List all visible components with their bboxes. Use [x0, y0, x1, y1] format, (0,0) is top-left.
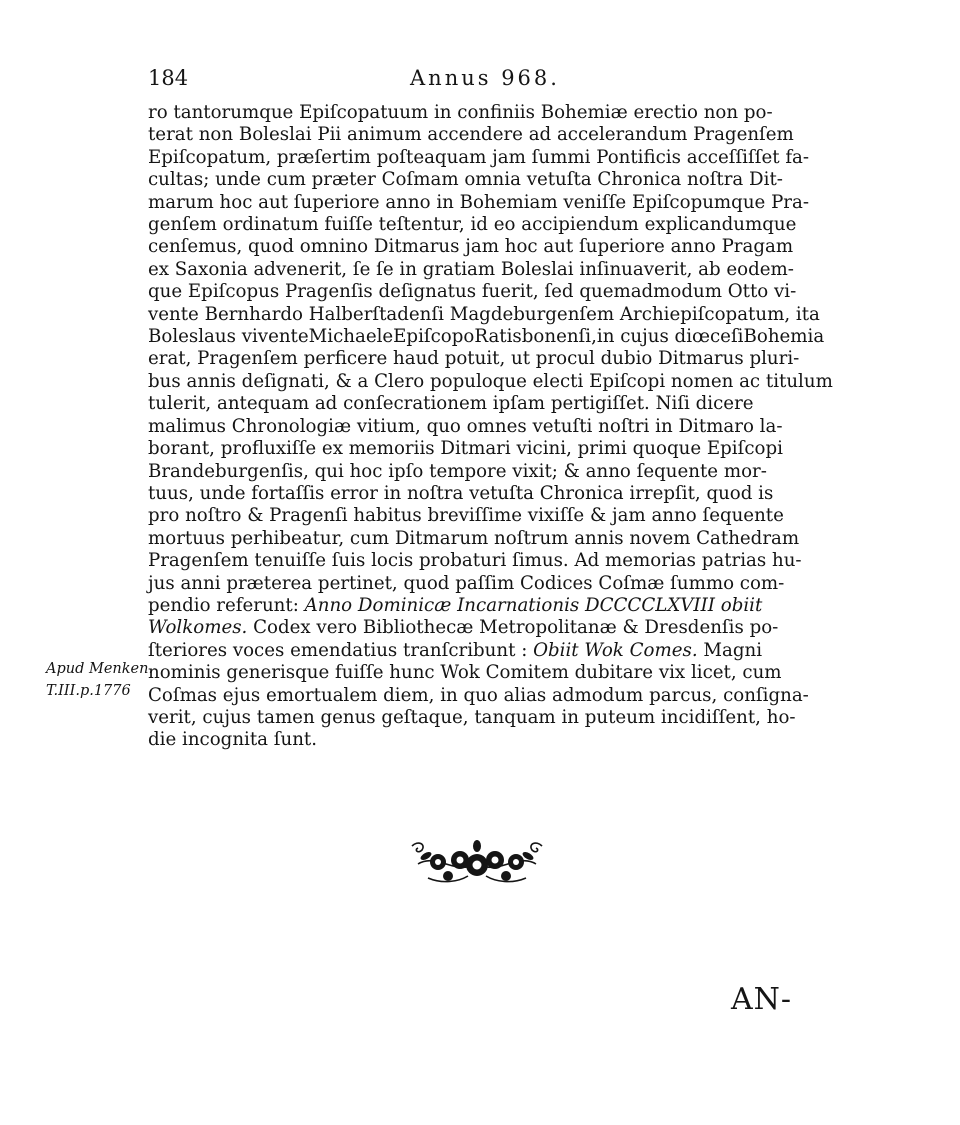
- text-line: ro tantorumque Epiſcopatuum in confiniis Bohemiæ erectio non po-: [148, 102, 773, 123]
- text-line: pro noſtro & Pragenſi habitus breviſſime vixiſſe & jam anno ſequente: [148, 505, 784, 527]
- text-line: vente Bernhardo Halberſtadenſi Magdeburgenſem Archiepiſcopatum, ita: [148, 303, 820, 325]
- text-line: marum hoc aut ſuperiore anno in Bohemiam veniſſe Epiſcopumque Pra-: [148, 191, 809, 213]
- margin-note-line: Apud Menken.: [46, 661, 154, 677]
- text-segment: pendio referunt:: [148, 594, 299, 616]
- text-segment: ſteriores voces emendatius tranſcribunt :: [148, 639, 528, 661]
- text-line: tuus, unde fortaſſis error in noſtra vetuſta Chronica irrepſit, quod is: [148, 482, 774, 504]
- text-line: malimus Chronologiæ vitium, quo omnes vetuſti noſtri in Ditmaro la-: [148, 415, 783, 437]
- text-line: tulerit, antequam ad conſecrationem ipſam pertigiſſet. Niſi dicere: [148, 393, 754, 415]
- text-line: die incognita ſunt.: [148, 729, 318, 751]
- running-head: Annus 968.: [410, 66, 560, 90]
- text-line: erat, Pragenſem perficere haud potuit, ut procul dubio Ditmarus pluri-: [148, 348, 800, 370]
- catchword: AN-: [731, 982, 793, 1017]
- text-line: bus annis deſignati, & a Clero populoque electi Epiſcopi nomen ac titulum: [148, 370, 833, 392]
- text-line: Coſmas ejus emortualem diem, in quo alias admodum parcus, conſigna-: [148, 684, 809, 706]
- margin-note: [46, 658, 154, 703]
- body-text: [148, 102, 833, 752]
- italic-citation: Wolkomes.: [148, 617, 248, 639]
- floral-ornament-icon: [408, 838, 546, 888]
- text-line: ex Saxonia advenerit, ſe ſe in gratiam Boleslai inſinuaverit, ab eodem-: [148, 258, 794, 280]
- text-line-with-citation: [148, 617, 828, 639]
- text-line: jus anni præterea pertinet, quod paſſim Codices Coſmæ ſummo com-: [148, 572, 785, 594]
- text-line: Boleslaus viventeMichaeleEpiſcopoRatisbonenſi,in cujus diœceſiBohemia: [148, 326, 825, 348]
- margin-note-line: T.III.p.1776: [46, 683, 131, 700]
- text-line: terat non Boleslai Pii animum accendere ad accelerandum Pragenſem: [148, 124, 794, 146]
- text-line-with-citation: [148, 640, 828, 662]
- text-line: mortuus perhibeatur, cum Ditmarum noſtrum annis novem Cathedram: [148, 527, 800, 549]
- text-line: Epiſcopatum, præſertim poſteaquam jam ſummi Pontificis acceſſiſſet fa-: [148, 146, 810, 168]
- text-line: cenſemus, quod omnino Ditmarus jam hoc aut ſuperiore anno Pragam: [148, 236, 794, 258]
- italic-citation: Obiit Wok Comes.: [533, 639, 698, 661]
- text-segment: Codex vero Bibliothecæ Metropolitanæ & Dresdenſis po-: [253, 617, 779, 639]
- text-line-with-citation: [148, 595, 828, 617]
- text-line: nominis generisque fuiſſe hunc Wok Comitem dubitare vix licet, cum: [148, 662, 782, 684]
- italic-citation: Anno Dominicæ Incarnationis DCCCCLXVIII obiit: [304, 594, 763, 616]
- text-line: cultas; unde cum præter Coſmam omnia vetuſta Chronica noſtra Dit-: [148, 169, 783, 191]
- page-header: [148, 66, 828, 100]
- text-line: genſem ordinatum fuiſſe teſtentur, id eo accipiendum explicandumque: [148, 214, 797, 236]
- text-line: verit, cujus tamen genus geſtaque, tanquam in puteum incidiſſent, ho-: [148, 706, 796, 728]
- text-line: que Epiſcopus Pragenſis deſignatus fuerit, ſed quemadmodum Otto vi-: [148, 281, 797, 303]
- page-number: 184: [148, 66, 189, 90]
- text-line: Brandeburgenſis, qui hoc ipſo tempore vixit; & anno ſequente mor-: [148, 460, 767, 482]
- text-line: borant, profluxiſſe ex memoriis Ditmari vicini, primi quoque Epiſcopi: [148, 438, 783, 460]
- text-segment: Magni: [703, 639, 763, 661]
- text-line: Pragenſem tenuiſſe ſuis locis probaturi ſimus. Ad memorias patrias hu-: [148, 550, 802, 572]
